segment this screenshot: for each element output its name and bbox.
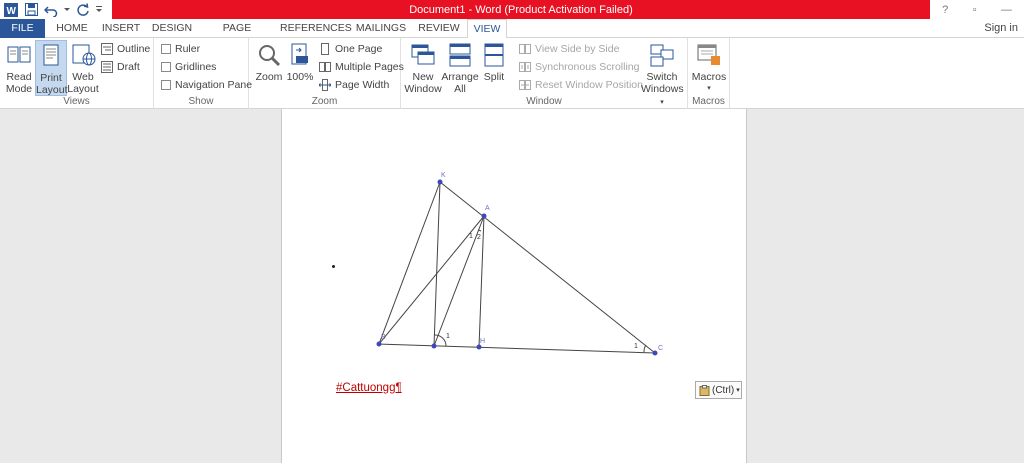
switch-windows-icon (649, 42, 675, 68)
web-layout-icon (70, 42, 96, 68)
arrange-all-button[interactable] (441, 40, 479, 96)
undo-icon[interactable] (44, 3, 58, 17)
reset-window-position-label: Reset Window Position (535, 79, 643, 91)
read-mode-label-1: Read (6, 71, 32, 83)
split-button[interactable] (478, 40, 510, 96)
navigation-pane-check[interactable] (161, 80, 171, 90)
new-window-button[interactable] (404, 40, 442, 96)
tab-insert[interactable]: INSERT (101, 22, 141, 34)
multiple-pages-icon (319, 61, 331, 73)
synchronous-scrolling-button[interactable] (519, 59, 639, 75)
print-layout-icon (38, 43, 64, 69)
split-icon (481, 42, 507, 68)
ruler-check[interactable] (161, 44, 171, 54)
group-show-label: Show (188, 96, 214, 107)
gridlines-checkbox[interactable] (161, 59, 216, 75)
document-area (0, 109, 1024, 463)
window-controls (930, 0, 1024, 19)
outline-button[interactable] (101, 41, 150, 57)
page-width-icon (319, 79, 331, 91)
ruler-label: Ruler (175, 43, 201, 55)
navigation-pane-label: Navigation Pane (175, 79, 253, 91)
macros-button[interactable] (691, 40, 727, 96)
read-mode-label-2: Mode (5, 83, 33, 95)
group-show (154, 38, 253, 109)
ruler-checkbox[interactable] (161, 41, 200, 57)
new-window-label-1: New (412, 71, 434, 83)
segment-bc (379, 344, 655, 353)
new-window-label-2: Window (404, 83, 442, 95)
group-window-label: Window (526, 96, 562, 107)
segment-bk (379, 182, 440, 344)
angle-label-1-bottom: 1 (446, 333, 450, 340)
page-width-label: Page Width (335, 79, 390, 91)
macros-label: Macros (691, 71, 727, 83)
save-icon[interactable] (24, 3, 38, 17)
arrange-all-icon (447, 42, 473, 68)
help-button[interactable]: ? (942, 3, 949, 16)
draft-button[interactable] (101, 59, 140, 75)
zoom-100-icon (287, 42, 313, 68)
new-window-icon (410, 42, 436, 68)
point-k[interactable] (438, 180, 443, 185)
side-by-side-icon (519, 43, 531, 55)
tab-home[interactable]: HOME (56, 22, 88, 34)
point-d[interactable] (432, 344, 437, 349)
ribbon-display-options-icon[interactable]: ▫ (972, 3, 977, 16)
zoom-button[interactable] (253, 40, 285, 96)
point-h[interactable] (477, 345, 482, 350)
sign-in-link[interactable]: Sign in (984, 22, 1018, 34)
tab-review[interactable]: REVIEW (418, 22, 460, 34)
page-width-button[interactable] (319, 77, 389, 93)
quick-access-toolbar (0, 0, 112, 19)
document-page[interactable] (281, 109, 747, 463)
hashtag-text[interactable] (336, 382, 402, 394)
redo-icon[interactable] (76, 3, 90, 17)
angle-label-1-a: 1 (469, 233, 473, 240)
angle-arc-c (644, 345, 646, 352)
ribbon-tabs (0, 19, 1024, 38)
outline-label: Outline (117, 43, 151, 55)
undo-dropdown-icon[interactable] (64, 3, 70, 17)
chevron-down-icon: ▾ (707, 85, 711, 92)
angle-label-1-c: 1 (634, 343, 638, 350)
point-b[interactable] (377, 342, 382, 347)
segment-dk (434, 182, 440, 346)
tab-view[interactable]: VIEW (467, 19, 507, 39)
tab-design[interactable]: DESIGN (151, 22, 193, 34)
group-zoom (249, 38, 404, 109)
navigation-pane-checkbox[interactable] (161, 77, 252, 93)
chevron-down-icon: ▾ (660, 99, 664, 106)
angle-label-2-a: 2 (477, 234, 481, 241)
one-page-button[interactable] (319, 41, 382, 57)
synchronous-scrolling-label: Synchronous Scrolling (535, 61, 640, 73)
zoom-label: Zoom (255, 71, 283, 83)
web-layout-label-1: Web (72, 71, 94, 83)
one-page-label: One Page (335, 43, 383, 55)
geometry-figure[interactable] (282, 109, 748, 369)
customize-qat-icon[interactable] (96, 3, 102, 17)
chevron-down-icon: ▾ (736, 387, 740, 394)
group-views-label: Views (63, 96, 90, 107)
multiple-pages-button[interactable] (319, 59, 404, 75)
label-k: K (441, 172, 446, 179)
hashtag-label: #Cattuongg (336, 382, 396, 394)
svg-text:W: W (6, 5, 16, 17)
print-layout-button[interactable] (35, 40, 67, 96)
sync-scroll-icon (519, 61, 531, 73)
paste-options-button[interactable] (695, 381, 742, 399)
group-zoom-label: Zoom (311, 96, 338, 107)
reset-window-position-button[interactable] (519, 77, 643, 93)
zoom-100-button[interactable] (285, 40, 315, 96)
tab-file[interactable]: FILE (0, 19, 45, 38)
magnifier-icon (256, 42, 282, 68)
reset-position-icon (519, 79, 531, 91)
group-window (401, 38, 688, 109)
clipboard-icon (699, 385, 710, 396)
draft-icon (101, 61, 113, 73)
label-h: H (480, 338, 486, 345)
split-label: Split (483, 71, 505, 83)
macros-icon (696, 42, 722, 68)
group-views (0, 38, 154, 109)
print-layout-label-2: Layout (36, 84, 68, 96)
minimize-button[interactable]: — (1000, 3, 1012, 16)
web-layout-label-2: Layout (67, 83, 99, 95)
zoom-100-label: 100% (286, 71, 314, 83)
pilcrow-mark: ¶ (395, 382, 402, 394)
draft-label: Draft (117, 61, 140, 73)
multiple-pages-label: Multiple Pages (335, 61, 404, 73)
window-title: Document1 - Word (Product Activation Failed) (112, 0, 930, 19)
label-b: B (381, 334, 386, 341)
web-layout-button[interactable] (67, 40, 99, 96)
group-macros (688, 38, 730, 109)
switch-windows-button[interactable] (641, 40, 684, 106)
gridlines-check[interactable] (161, 62, 171, 72)
read-mode-icon (6, 42, 32, 68)
segment-kc (440, 182, 655, 353)
switch-windows-label-2: Windows ▾ (641, 83, 684, 106)
tab-page-layout[interactable]: PAGE (222, 22, 252, 34)
view-side-by-side-label: View Side by Side (535, 43, 620, 55)
point-a[interactable] (482, 214, 487, 219)
paste-options-label: (Ctrl) (712, 384, 735, 396)
title-bar (0, 0, 1024, 19)
label-c: C (658, 345, 664, 352)
ribbon-view (0, 38, 1024, 109)
arrange-all-label-2: All (454, 83, 466, 95)
outline-icon (101, 43, 113, 55)
read-mode-button[interactable] (3, 40, 35, 96)
label-a: A (485, 205, 490, 212)
tab-references[interactable]: REFERENCES (280, 22, 352, 34)
view-side-by-side-button[interactable] (519, 41, 619, 57)
tab-mailings[interactable]: MAILINGS (355, 22, 407, 34)
gridlines-label: Gridlines (175, 61, 217, 73)
print-layout-label-1: Print (40, 72, 62, 84)
one-page-icon (319, 43, 331, 55)
group-macros-label: Macros (692, 96, 725, 107)
word-app-icon[interactable] (4, 3, 18, 17)
switch-windows-label-1: Switch (646, 71, 678, 83)
point-c[interactable] (653, 351, 658, 356)
arrange-all-label-1: Arrange (441, 71, 479, 83)
